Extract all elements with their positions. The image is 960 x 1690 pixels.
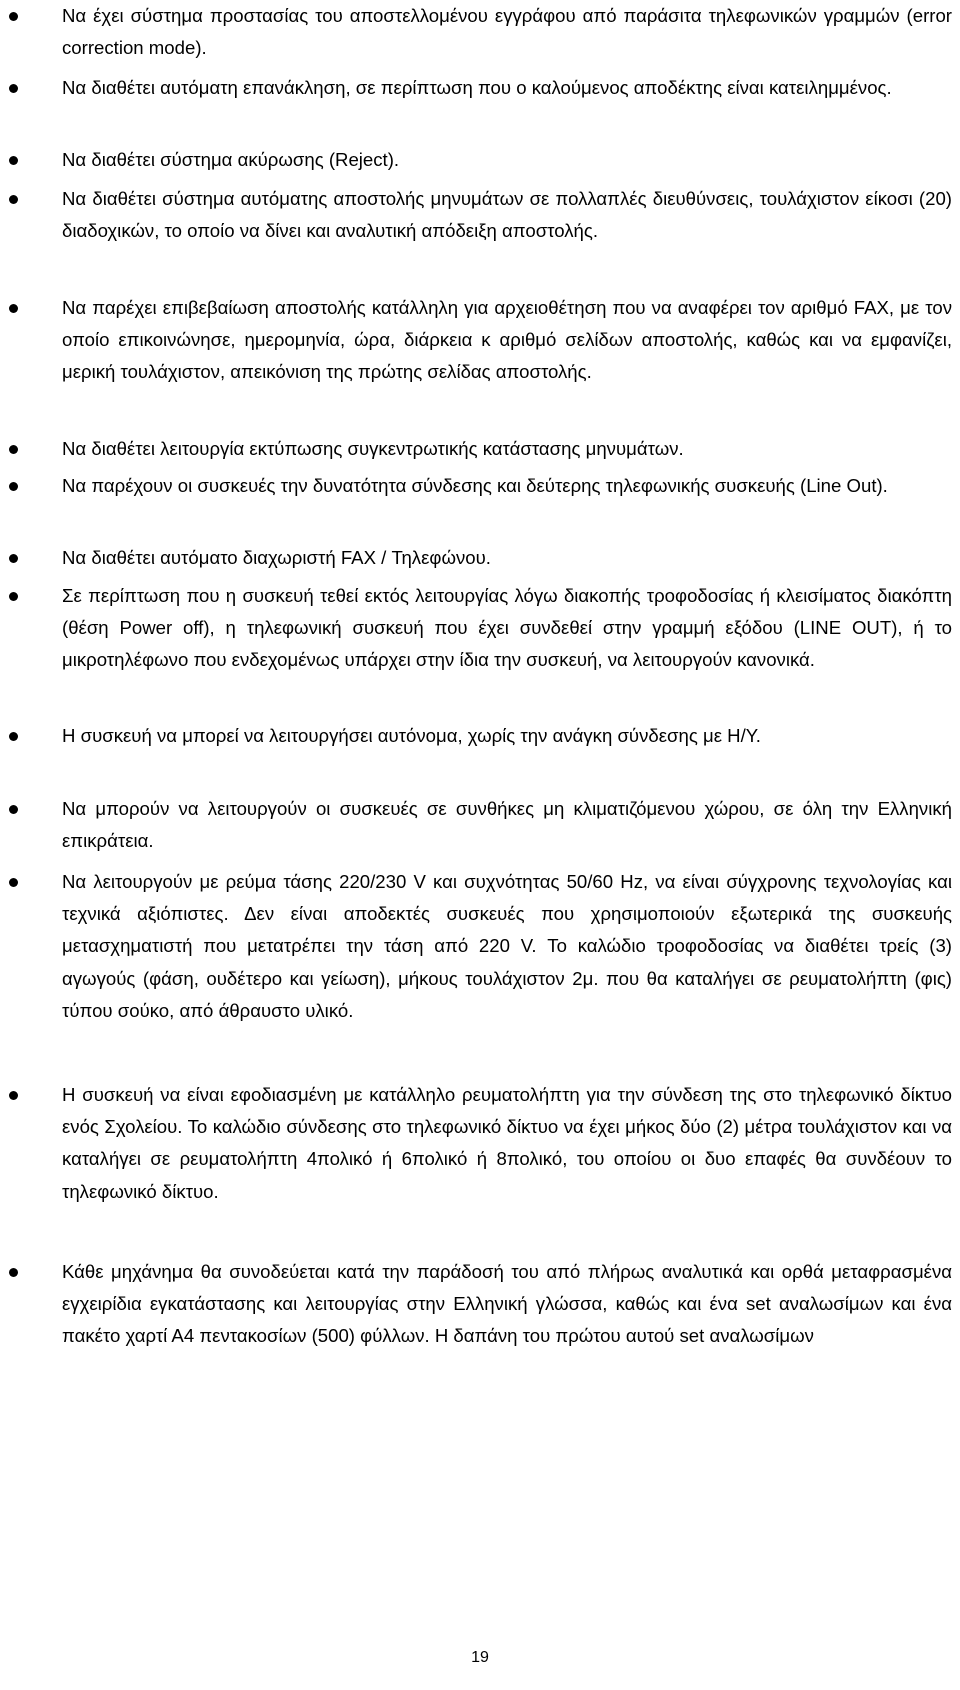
list-item-text: Να διαθέτει αυτόματη επανάκληση, σε περίπτωση που ο καλούμενος αποδέκτης είναι κατειλημμένος. (62, 77, 892, 98)
list-item-text: Η συσκευή να μπορεί να λειτουργήσει αυτόνομα, χωρίς την ανάγκη σύνδεσης με Η/Υ. (62, 725, 761, 746)
bullet-icon (9, 12, 18, 21)
list-item (0, 0, 960, 64)
list-item-text: Κάθε μηχάνημα θα συνοδεύεται κατά την παράδοσή του από πλήρως αναλυτικά και ορθά μεταφρασμένα εγχειρίδια εγκατάστασης και λειτουργίας στην Ελληνική γλώσσα, καθώς και ένα set αναλωσίμων και ένα πακέτο χαρτί Α4 πεντακοσίων (500) φύλλων. Η δαπάνη του πρώτου αυτού set αναλωσίμων (62, 1261, 952, 1347)
list-item-text: Να διαθέτει σύστημα ακύρωσης (Reject). (62, 149, 400, 170)
list-item (0, 542, 960, 574)
bullet-icon (9, 554, 18, 563)
bullet-icon (9, 1268, 18, 1277)
bullet-icon (9, 84, 18, 93)
bullet-icon (9, 445, 18, 454)
list-item (0, 720, 960, 752)
list-item (0, 1256, 960, 1353)
bullet-icon (9, 878, 18, 887)
list-item (0, 292, 960, 389)
list-item-text: Να διαθέτει αυτόματο διαχωριστή FAX / Τηλεφώνου. (62, 547, 491, 568)
bullet-icon (9, 732, 18, 741)
list-item (0, 1079, 960, 1208)
list-item-text: Να λειτουργούν με ρεύμα τάσης 220/230 V και συχνότητας 50/60 Hz, να είναι σύγχρονης τεχνολογίας και τεχνικά αξιόπιστες. Δεν είναι αποδεκτές συσκευές που χρησιμοποιούν εξωτερικά της συσκευής μετασχηματιστή που μετατρέπει την τάση από 220 V. Το καλώδιο τροφοδοσίας να διαθέτει τρείς (3) αγωγούς (φάση, ουδέτερο και γείωση), μήκους τουλάχιστον 2μ. που θα καταλήγει σε ρευματολήπτη (φις) τύπου σούκο, από άθραυστο υλικό. (62, 871, 952, 1021)
bullet-icon (9, 156, 18, 165)
list-item-text: Να έχει σύστημα προστασίας του αποστελλομένου εγγράφου από παράσιτα τηλεφωνικών γραμμών (error correction mode). (62, 5, 952, 59)
list-item (0, 470, 960, 502)
bullet-icon (9, 195, 18, 204)
bullet-icon (9, 304, 18, 313)
list-item (0, 433, 960, 465)
list-item (0, 866, 960, 1027)
list-item (0, 793, 960, 857)
list-item-text: Σε περίπτωση που η συσκευή τεθεί εκτός λειτουργίας λόγω διακοπής τροφοδοσίας ή κλεισίματος διακόπτη (θέση Power off), η τηλεφωνική συσκευή που έχει συνδεθεί στην γραμμή εξόδου (LINE OUT), ή το μικροτηλέφωνο που ενδεχομένως υπάρχει στην ίδια την συσκευή, να λειτουργούν κανονικά. (62, 585, 952, 671)
list-item (0, 183, 960, 247)
list-item (0, 580, 960, 677)
list-item-text: Να διαθέτει λειτουργία εκτύπωσης συγκεντρωτικής κατάστασης μηνυμάτων. (62, 438, 684, 459)
list-item-text: Να διαθέτει σύστημα αυτόματης αποστολής μηνυμάτων σε πολλαπλές διευθύνσεις, τουλάχιστον είκοσι (20) διαδοχικών, το οποίο να δίνει και αναλυτική απόδειξη αποστολής. (62, 188, 952, 242)
list-item-text: Να μπορούν να λειτουργούν οι συσκευές σε συνθήκες μη κλιματιζόμενου χώρου, σε όλη την Ελληνική επικράτεια. (62, 798, 952, 852)
bullet-icon (9, 592, 18, 601)
list-item-text: Να παρέχει επιβεβαίωση αποστολής κατάλληλη για αρχειοθέτηση που να αναφέρει τον αριθμό FAX, με τον οποίο επικοινώνησε, ημερομηνία, ώρα, διάρκεια κ αριθμό σελίδων αποστολής, καθώς και να εμφανίζει, μερική τουλάχιστον, απεικόνιση της πρώτης σελίδας αποστολής. (62, 297, 952, 383)
bullet-icon (9, 1091, 18, 1100)
bullet-icon (9, 482, 18, 491)
list-item-text: Να παρέχουν οι συσκευές την δυνατότητα σύνδεσης και δεύτερης τηλεφωνικής συσκευής (Line Out). (62, 475, 888, 496)
list-item (0, 144, 960, 176)
list-item-text: Η συσκευή να είναι εφοδιασμένη με κατάλληλο ρευματολήπτη για την σύνδεση της στο τηλεφωνικό δίκτυο ενός Σχολείου. Το καλώδιο σύνδεσης στο τηλεφωνικό δίκτυο να έχει μήκος δύο (2) μέτρα τουλάχιστον και να καταλήγει σε ρευματολήπτη 4πολικό ή 6πολικό ή 8πολικό, του οποίου οι δυο επαφές θα συνδέουν το τηλεφωνικό δίκτυο. (62, 1084, 952, 1202)
list-item (0, 72, 960, 104)
bullet-icon (9, 805, 18, 814)
page-number: 19 (471, 1649, 489, 1666)
